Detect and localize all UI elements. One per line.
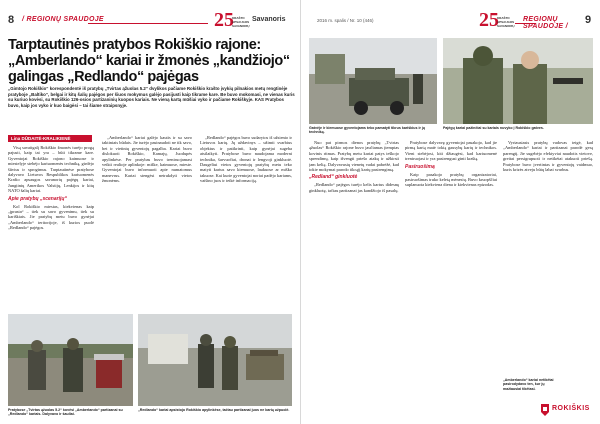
photo-soldiers-town	[138, 314, 292, 406]
column-1: Nuo pat pirmos dienos pratybų „Tvirtas ąžuolas“ Rokiškio rajone buvo jaučiamas įtemptas kovinis ritmas. Pratybų metu kariai patys ieškojo sprendimų, kaip išvengti priešo atakų ir užkirsti jam kelią. Dalyvavusių vienetų vadai pabrėžė, kad tokie mokymai parodo tikrąjį karių pasirengimą. „Redland“ ginkluotė „Redlando“ pajėgos turėjo kelis kartus didesnę ginkluotę, tačiau partizanai jas kandžiojo iš pasalų.	[309, 140, 399, 193]
photo-caption-1: Pratybose „Tvirtas ąžuolas 5.2“ kovėsi „Amberlando“ partizanai su „Redlando“ kariais. Dalyvavo ir šauliai.	[8, 408, 123, 417]
anniversary-logo: 25 KRAŠTO APSAUGOS SAVANORIŲ	[214, 9, 250, 31]
photo-vehicle-street	[309, 38, 437, 124]
photo-caption-top-1: Gatvėje ir kiemuose gyventojams teko pamatyti tikrus kariškius ir jų techniką.	[309, 126, 426, 135]
rokiskis-logo: ROKIŠKIS	[552, 402, 592, 418]
right-header	[309, 9, 592, 34]
section-label: REGIONŲ SPAUDOJE /	[523, 16, 568, 30]
column-2: „Amberlando“ kariai galėjo kautis ir su savo taktiniais būdais. Jie turėjo pasinaudoti ne tik savo, bet ir vietinių gyventojų pagalba. Kariai buvo dislokuoti Rokiškio, Kamajų, Juodupės apylinkėse. Per pratybas buvo treniruojamasi veikti realioje aplinkoje: miške, kaimuose, mieste. Gyventojai buvo informuoti apie numatomus manevrus. Kariai stengėsi netrukdyti vietos žmonėms.	[102, 135, 192, 184]
photo-caption-bottom: „Amberlando“ kariai netikėtai pasirodydavo ten, kur jų mažiausiai tikėtasi.	[503, 378, 554, 391]
brand-name: Savanoris	[252, 16, 286, 23]
subheading: Apie pratybų „scenarijų“	[8, 195, 67, 202]
subheading: „Redland“ ginkluotė	[309, 174, 358, 181]
left-header	[8, 9, 292, 34]
column-3: „Redlando“ pajėgos buvo sudarytos iš užsienio ir Lietuvos karių. Jų uždavinys – užimti svarbius objektus ir patikrinti, kaip gynėjai sugeba atsilaikyti. Pratybose buvo naudojama moderni technika, šarvuočiai, dronai ir lengvoji ginkluotė. Daugeliui vietos gyventojų pratybų metu teko matyti karius savo kiemuose, laukuose ar miško takuose. Kai kurie gyventojai noriai padėjo kariams, vaišino juos ir teikė informaciją.	[200, 135, 292, 184]
anniversary-logo: 25 KRAŠTO APSAUGOS SAVANORIŲ	[479, 9, 515, 31]
column-1: Visą savaitgalį Rokiškio žmonės turėjo progą pajusti, kaip tai yra – būti tikrame kare. Gyventojai Rokiškio rajono kaimuose ir miestelyje stebėjo kariuomenės techniką, girdėjo šūvius ir sprogimus. Tarptautinėse pratybose dalyvavo Lietuvos Respublikos kariuomenės Krašto apsaugos savanorių pajėgų kariai, Jungtinių Amerikos Valstijų, Lenkijos ir kitų NATO šalių kariai. Apie pratybų „scenarijų“ Kol Rokiškio miestas, kiekvienas kaip „įprasta“ – tiek su savo gyvenimu, tiek su kariškiais. Jie pratybų metu buvo gynėjai „Amberlando“ teritorijoje, iš kurios puolė „Redlando“ pajėgos.	[8, 145, 94, 231]
photo-caption-top-2: Pajėgų kariai pažinčiai su kariais nuvyko į Rokiškio gatves.	[443, 126, 544, 130]
article-lead: „Gimtojo Rokiškio“ korespondentė iš pratybų „Tvirtas ąžuolas 5.2“ dvylikos pačiame Rokiškio krašto įvykių pilnakios metų rengtinėje pratyboje „Baltiko“, belgai ir kitų šalių pajėgos per šiuos mokymus galėjo pasijusti kaip tikrame kare. Be buvo mokomasi, ne vienas kuris su kuriuo kovėsi, su Rokiškio 126-osios partizaninių kuopos kariais. Ne vieną kartą mūšiai vyko ir pačiame Rokiškyje. KAS Pratybos buvo, kaip jos vyko ir kuo baigėsi – tai šiame straipsnyje.	[8, 86, 295, 108]
right-page	[300, 0, 600, 424]
subheading: Pasiruošimą	[405, 163, 435, 170]
header-rule	[88, 23, 208, 24]
author-byline: Lina DŪDAITĖ-KRALIKIENĖ	[8, 135, 92, 142]
page-number: 8	[8, 14, 15, 26]
photo-caption-2: „Redlando“ kariai apsistojo Rokiškio apylinkėse, tačiau partizanai juos ne kartą užpuolė.	[138, 408, 290, 412]
column-2: Pratybose dalyvavę gyventojai pasakojo, kad jie pirmą kartą matė tokią gausybę karių ir technikos. Vieni stebėjosi, kiti džiaugėsi, kad kariuomenė treniruojasi ir yra pasirengusi ginti kraštą. Pasiruošimą Kaip pasakojo pratybų organizatoriai, pasiruošimas truko keletą mėnesių. Buvo kruopščiai suplanuota kiekviena diena ir kiekvienas epizodas.	[405, 140, 497, 188]
page-number: 9	[585, 14, 592, 26]
column-3: Vyriausiasis pratybų vadovas teigė, kad „Amberlando“ kariai ir partizanai parodė gerą parengtį. Jie sugebėjo efektyviai naudotis vietove, greitai persigrupuoti ir netikėtai atakuoti priešą. Pratybose buvo įvertintas ir gyventojų vaidmuo, kuris krizės atveju būtų labai svarbus.	[503, 140, 593, 173]
photo-soldiers-field	[8, 314, 133, 406]
photo-soldier-closeup	[443, 38, 593, 124]
edition-info: 2016 m. spalis / Nr. 10 (446)	[317, 18, 374, 23]
section-label: / REGIONŲ SPAUDOJE	[22, 16, 104, 23]
article-headline: Tarptautinės pratybos Rokiškio rajone: „Amberlando“ kariai ir žmonės „kandžiojo“ galingas „Redlando“ pajėgas	[8, 37, 290, 85]
